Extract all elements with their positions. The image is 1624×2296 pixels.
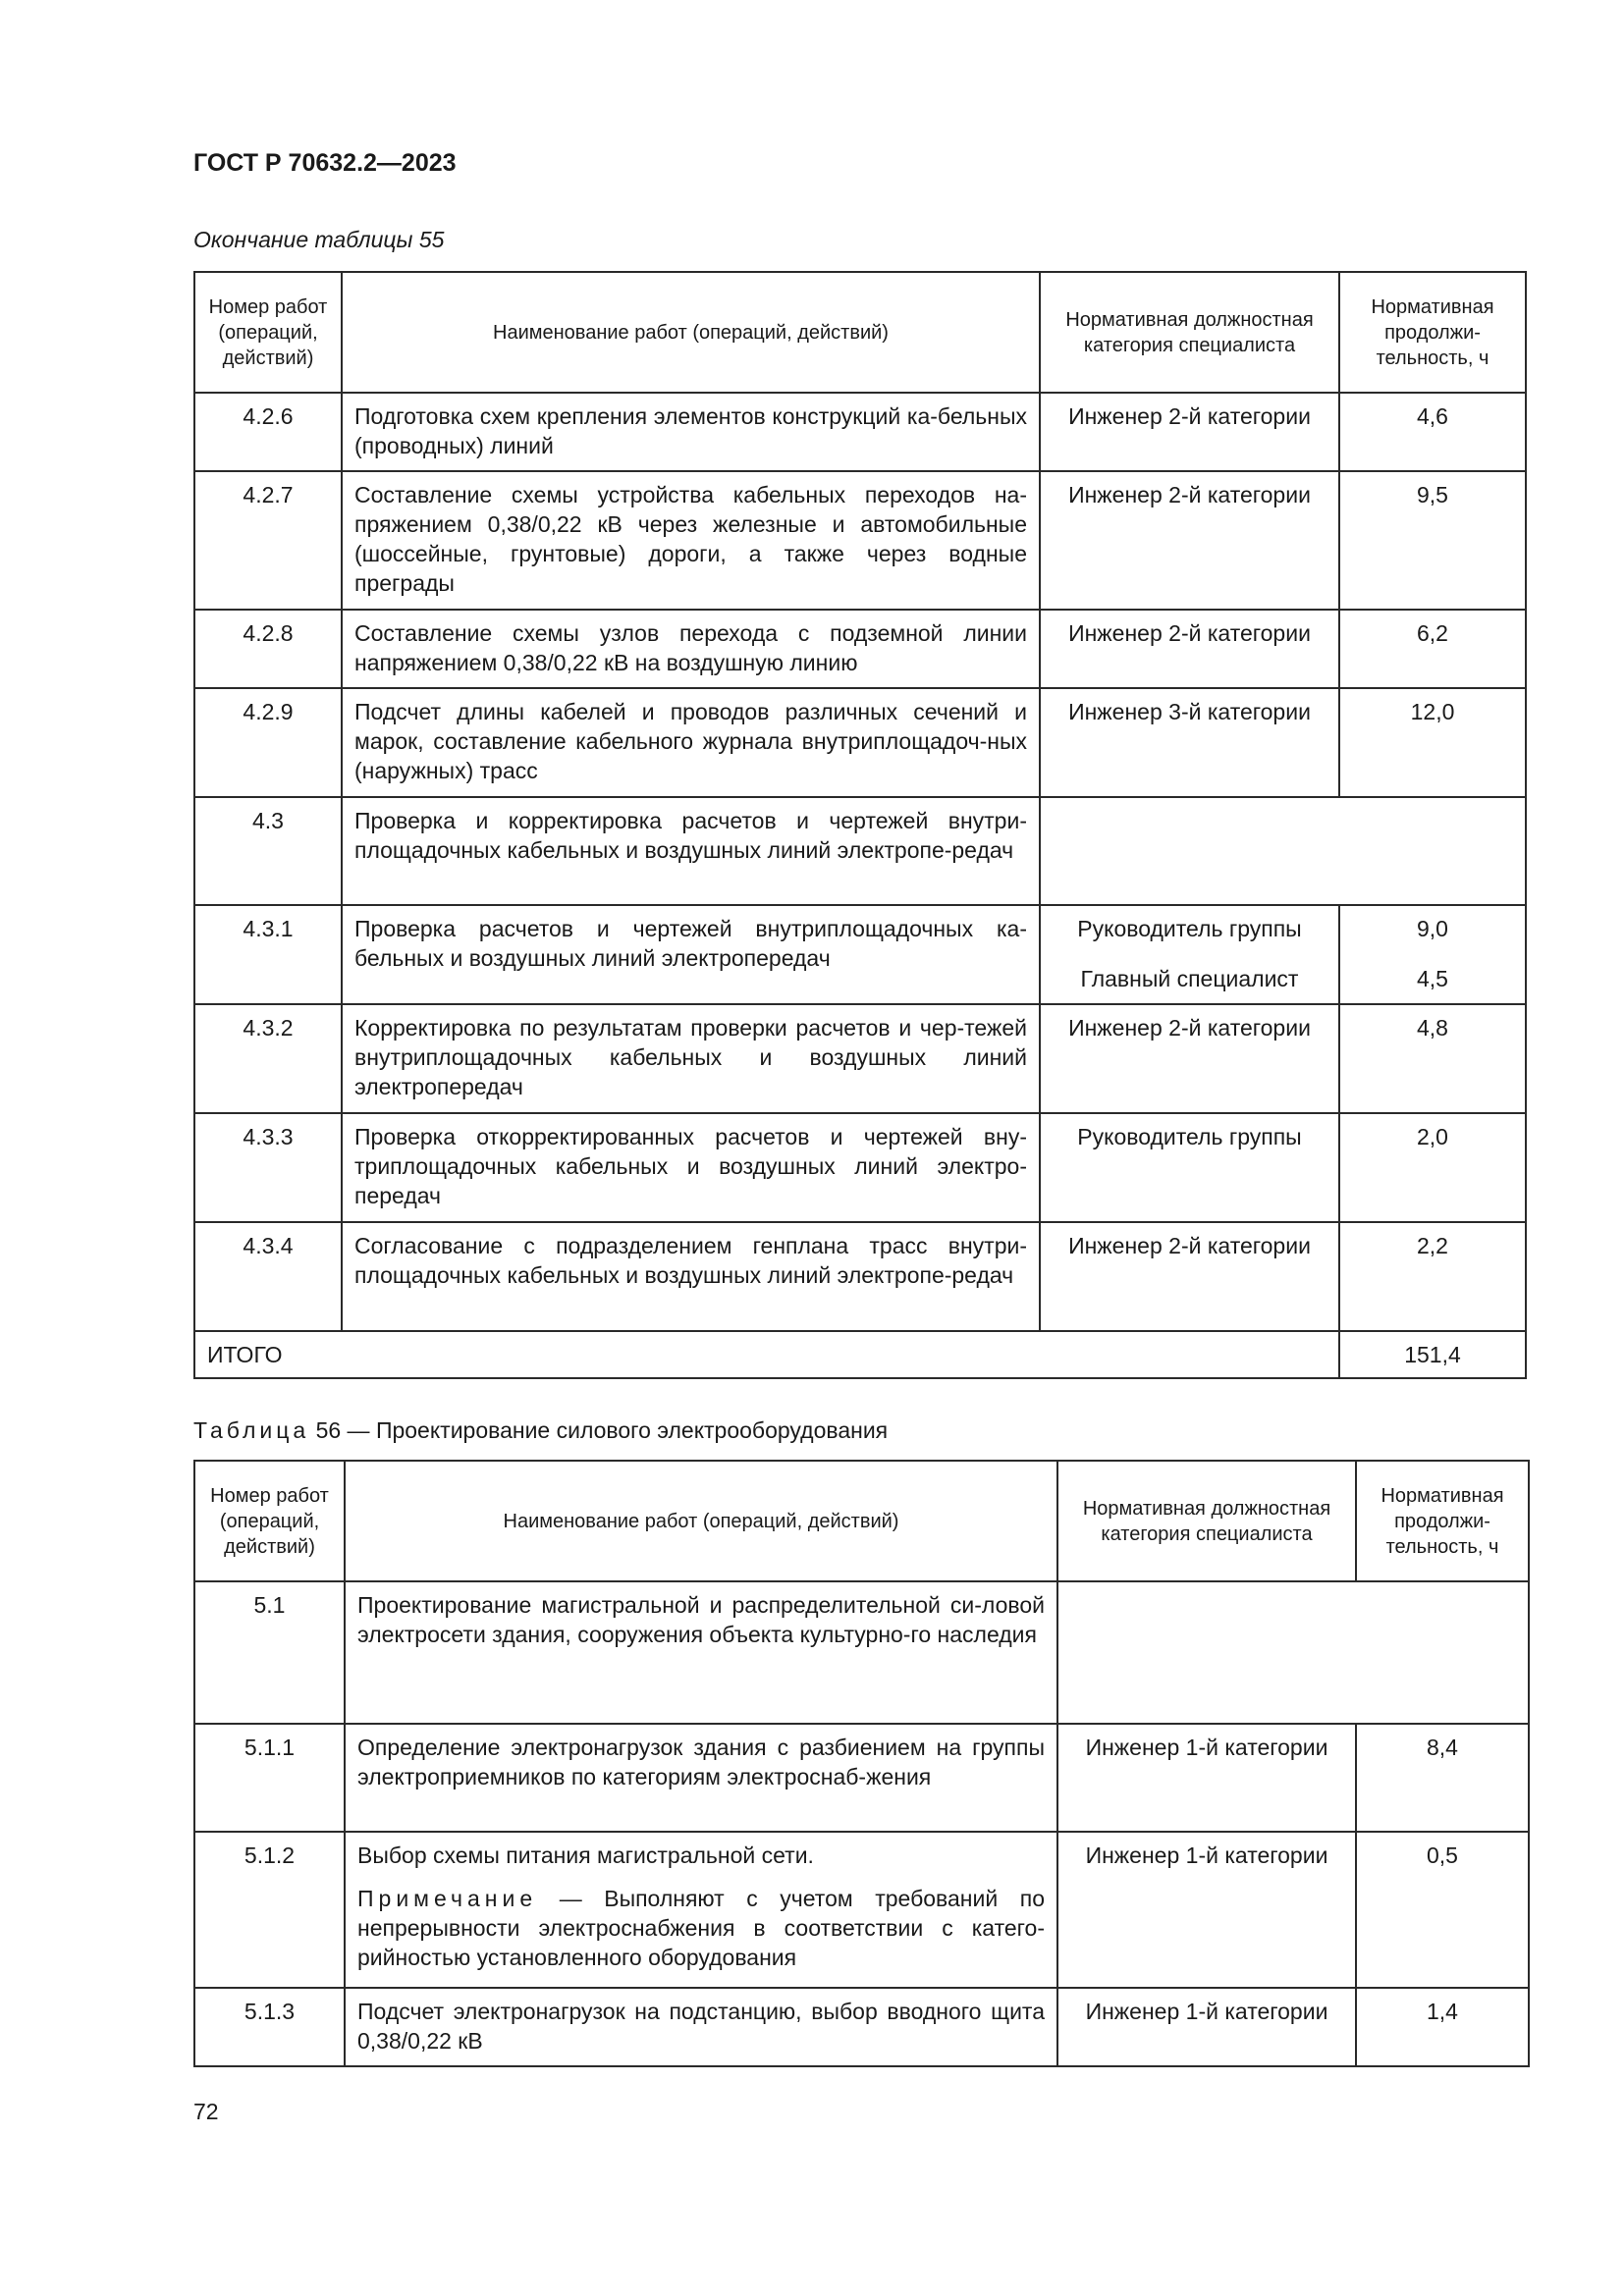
duration-line: 9,0 xyxy=(1417,916,1448,941)
work-name: Подсчет электронагрузок на подстанцию, выбор вводного щита 0,38/0,22 кВ xyxy=(345,1988,1057,2066)
specialist-category: Инженер 2-й категории xyxy=(1040,1222,1339,1331)
table-total-row xyxy=(194,1331,1526,1378)
caption-word: Таблица xyxy=(193,1417,310,1443)
table-row xyxy=(194,905,1526,1004)
table-row xyxy=(194,1988,1529,2066)
work-name: Корректировка по результатам проверки расчетов и чер-тежей внутриплощадочных кабельных и воздушных линий электропередач xyxy=(342,1004,1040,1113)
total-label: ИТОГО xyxy=(194,1331,1339,1378)
work-name: Подсчет длины кабелей и проводов различных сечений и марок, составление кабельного журнала внутриплощадоч-ных (наружных) трасс xyxy=(342,688,1040,797)
duration-hours: 2,0 xyxy=(1339,1113,1526,1222)
work-name-text: Выбор схемы питания магистральной сети. xyxy=(357,1842,814,1868)
note-label: Примечание xyxy=(357,1886,538,1911)
category-line: Руководитель группы xyxy=(1077,916,1302,941)
column-header-name: Наименование работ (операций, действий) xyxy=(345,1461,1057,1581)
specialist-category: Инженер 1-й категории xyxy=(1057,1988,1356,2066)
table-row xyxy=(194,610,1526,688)
table-row xyxy=(194,471,1526,610)
empty-cell xyxy=(1057,1581,1529,1724)
duration-hours: 2,2 xyxy=(1339,1222,1526,1331)
specialist-category: Инженер 2-й категории xyxy=(1040,471,1339,610)
work-name: Проверка откорректированных расчетов и чертежей вну-триплощадочных кабельных и воздушных линий электро-передач xyxy=(342,1113,1040,1222)
work-number: 4.3.2 xyxy=(194,1004,342,1113)
work-number: 4.3.4 xyxy=(194,1222,342,1331)
work-number: 5.1.2 xyxy=(194,1832,345,1988)
specialist-category xyxy=(1040,905,1339,1004)
specialist-category: Руководитель группы xyxy=(1040,1113,1339,1222)
empty-cell xyxy=(1040,797,1526,905)
table-row-section xyxy=(194,797,1526,905)
work-number: 5.1.1 xyxy=(194,1724,345,1832)
duration-hours xyxy=(1339,905,1526,1004)
table-row-section xyxy=(194,1581,1529,1724)
specialist-category: Инженер 2-й категории xyxy=(1040,1004,1339,1113)
table-row xyxy=(194,1222,1526,1331)
table-55-caption: Окончание таблицы 55 xyxy=(193,227,445,252)
table-header-row xyxy=(194,1461,1529,1581)
specialist-category: Инженер 2-й категории xyxy=(1040,393,1339,471)
table-55 xyxy=(193,271,1527,1379)
work-name: Подготовка схем крепления элементов конструкций ка-бельных (проводных) линий xyxy=(342,393,1040,471)
total-value: 151,4 xyxy=(1339,1331,1526,1378)
work-name: Составление схемы узлов перехода с подземной линии напряжением 0,38/0,22 кВ на воздушную линию xyxy=(342,610,1040,688)
category-line: Главный специалист xyxy=(1080,966,1299,991)
document-header: ГОСТ Р 70632.2—2023 xyxy=(193,149,457,177)
duration-line: 4,5 xyxy=(1417,966,1448,991)
duration-hours: 6,2 xyxy=(1339,610,1526,688)
note-text: — Выполняют с учетом требований по непрерывности электроснабжения в соответствии с катего-рийностью установленного оборудования xyxy=(357,1886,1045,1970)
column-header-name: Наименование работ (операций, действий) xyxy=(342,272,1040,393)
work-name: Проверка расчетов и чертежей внутриплощадочных ка-бельных и воздушных линий электропередач xyxy=(342,905,1040,1004)
table-header-row xyxy=(194,272,1526,393)
work-number: 4.3 xyxy=(194,797,342,905)
table-row xyxy=(194,688,1526,797)
caption-title: 56 — Проектирование силового электрооборудования xyxy=(315,1417,889,1443)
table-row xyxy=(194,1832,1529,1988)
work-number: 4.2.7 xyxy=(194,471,342,610)
duration-hours: 1,4 xyxy=(1356,1988,1529,2066)
duration-hours: 12,0 xyxy=(1339,688,1526,797)
table-row xyxy=(194,1724,1529,1832)
work-number: 4.2.6 xyxy=(194,393,342,471)
specialist-category: Инженер 1-й категории xyxy=(1057,1832,1356,1988)
column-header-number: Номер работ (операций, действий) xyxy=(194,272,342,393)
work-name: Определение электронагрузок здания с разбиением на группы электроприемников по категориям электроснаб-жения xyxy=(345,1724,1057,1832)
table-row xyxy=(194,1004,1526,1113)
table-56-caption xyxy=(193,1417,888,1444)
table-row xyxy=(194,393,1526,471)
column-header-number: Номер работ (операций, действий) xyxy=(194,1461,345,1581)
work-number: 5.1.3 xyxy=(194,1988,345,2066)
duration-hours: 8,4 xyxy=(1356,1724,1529,1832)
column-header-category: Нормативная должностная категория специалиста xyxy=(1057,1461,1356,1581)
work-number: 4.3.3 xyxy=(194,1113,342,1222)
work-number: 5.1 xyxy=(194,1581,345,1724)
work-name xyxy=(345,1832,1057,1988)
column-header-category: Нормативная должностная категория специалиста xyxy=(1040,272,1339,393)
column-header-duration: Нормативная продолжи-тельность, ч xyxy=(1339,272,1526,393)
duration-hours: 4,8 xyxy=(1339,1004,1526,1113)
work-number: 4.3.1 xyxy=(194,905,342,1004)
work-name: Проектирование магистральной и распределительной си-ловой электросети здания, сооружения объекта культурно-го наследия xyxy=(345,1581,1057,1724)
work-number: 4.2.8 xyxy=(194,610,342,688)
specialist-category: Инженер 3-й категории xyxy=(1040,688,1339,797)
work-name: Согласование с подразделением генплана трасс внутри-площадочных кабельных и воздушных линий электропе-редач xyxy=(342,1222,1040,1331)
work-name: Проверка и корректировка расчетов и чертежей внутри-площадочных кабельных и воздушных линий электропе-редач xyxy=(342,797,1040,905)
table-row xyxy=(194,1113,1526,1222)
work-name: Составление схемы устройства кабельных переходов на-пряжением 0,38/0,22 кВ через железные и автомобильные (шоссейные, грунтовые) дороги, а также через водные преграды xyxy=(342,471,1040,610)
note xyxy=(357,1884,1045,1972)
table-56 xyxy=(193,1460,1530,2067)
specialist-category: Инженер 1-й категории xyxy=(1057,1724,1356,1832)
specialist-category: Инженер 2-й категории xyxy=(1040,610,1339,688)
column-header-duration: Нормативная продолжи-тельность, ч xyxy=(1356,1461,1529,1581)
duration-hours: 4,6 xyxy=(1339,393,1526,471)
work-number: 4.2.9 xyxy=(194,688,342,797)
duration-hours: 0,5 xyxy=(1356,1832,1529,1988)
duration-hours: 9,5 xyxy=(1339,471,1526,610)
page-number: 72 xyxy=(193,2099,219,2124)
